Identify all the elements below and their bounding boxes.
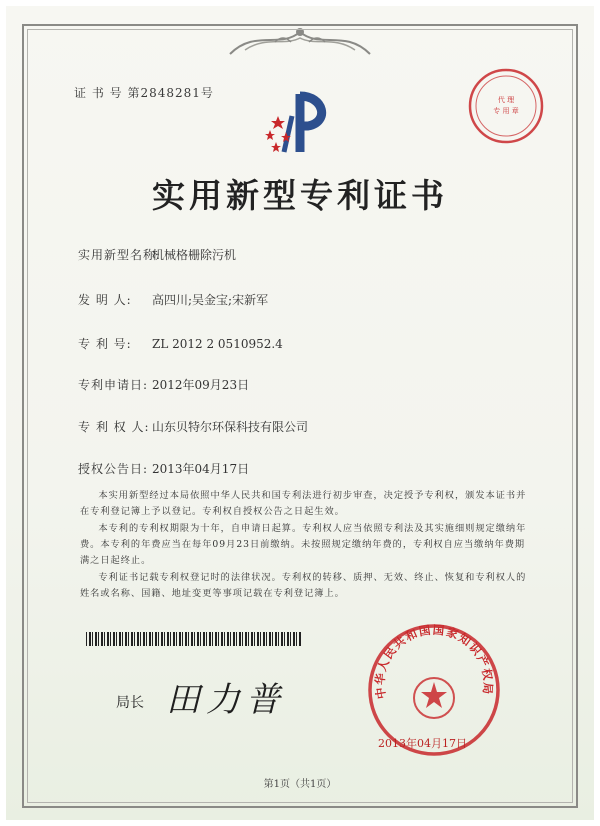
field-value: 2012年09月23日 — [152, 378, 250, 392]
field-label: 专利申请日: — [78, 378, 149, 392]
field-patent-number — [78, 335, 283, 352]
field-label: 专 利 号: — [78, 337, 132, 351]
field-inventors — [78, 291, 268, 308]
patent-office-logo — [262, 86, 338, 160]
page-number: 第1页（共1页） — [263, 779, 337, 790]
field-utility-model-name — [78, 246, 236, 263]
field-value: ZL 2012 2 0510952.4 — [152, 337, 283, 351]
barcode — [86, 632, 301, 646]
field-announcement-date — [78, 460, 249, 477]
field-label: 发 明 人: — [78, 293, 132, 307]
field-value: 机械格栅除污机 — [152, 248, 237, 262]
paragraph-grant: 本实用新型经过本局依照中华人民共和国专利法进行初步审查，决定授予专利权，颁发本证书并在专利登记簿上予以登记。专利权自授权公告之日起生效。 — [80, 490, 527, 517]
seal-date: 2013年04月17日 — [378, 737, 467, 750]
seal-text: 中华人民共和国国家知识产权局 — [372, 622, 496, 700]
field-label: 授权公告日: — [78, 462, 149, 476]
field-patentee — [78, 418, 308, 435]
svg-text:专 用 章: 专 用 章 — [493, 107, 519, 115]
field-label: 实用新型名称: — [78, 248, 162, 262]
director-signature: 田力普 — [166, 680, 286, 720]
field-value: 高四川;吴金宝;宋新军 — [152, 293, 269, 307]
field-label: 专 利 权 人: — [78, 420, 150, 434]
paragraph-legal-status: 专利证书记载专利权登记时的法律状况。专利权的转移、质押、无效、终止、恢复和专利权人的姓名或名称、国籍、地址变更等事项记载在专利登记簿上。 — [80, 572, 527, 599]
svg-text:代 理: 代 理 — [497, 96, 515, 104]
field-value: 山东贝特尔环保科技有限公司 — [152, 420, 309, 434]
certificate-number: 证 书 号 第2848281号 — [74, 86, 214, 100]
field-filing-date — [78, 376, 249, 393]
field-value: 2013年04月17日 — [152, 462, 250, 476]
certificate-title: 实用新型专利证书 — [152, 176, 448, 215]
agency-stamp — [466, 66, 546, 146]
director-label: 局长 — [116, 695, 144, 711]
paragraph-term: 本专利的专利权期限为十年，自申请日起算。专利权人应当依照专利法及其实施细则规定缴纳年费。本专利的年费应当在每年09月23日前缴纳。未按照规定缴纳年费的，专利权自应当缴纳年费期满之日起终止。 — [80, 523, 527, 566]
